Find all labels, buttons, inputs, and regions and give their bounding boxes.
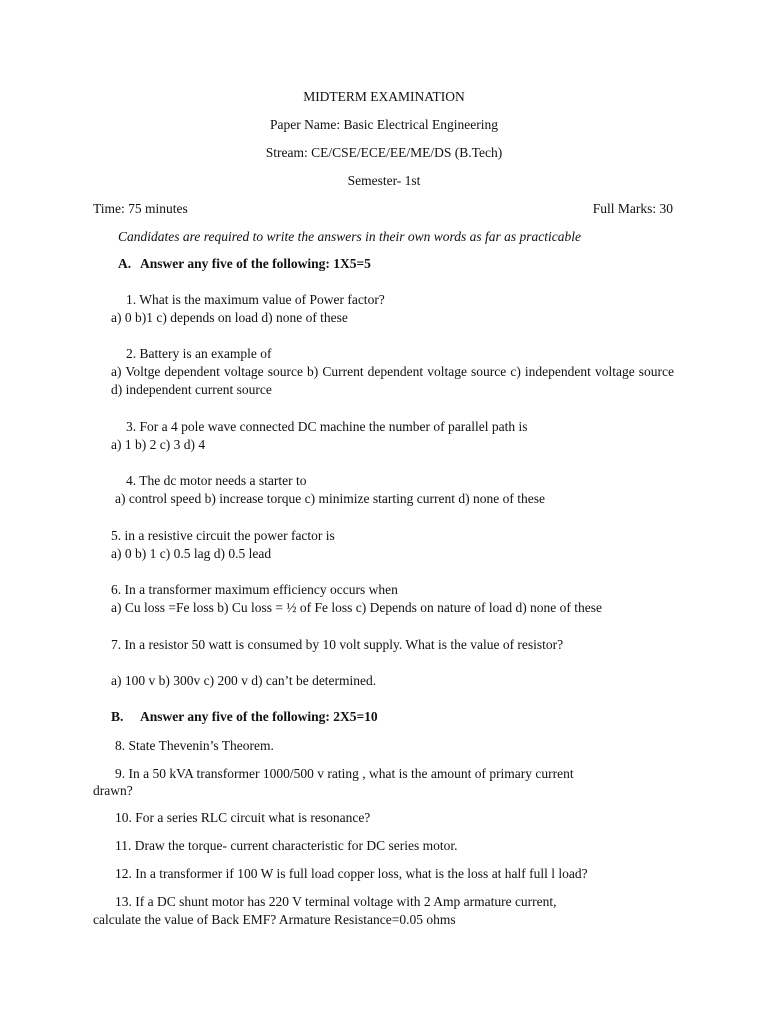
semester: Semester- 1st bbox=[347, 173, 421, 188]
question-3: 3. For a 4 pole wave connected DC machine the number of parallel path is bbox=[126, 419, 528, 434]
time-label: Time: 75 minutes bbox=[93, 201, 188, 216]
question-13: 13. If a DC shunt motor has 220 V terminal voltage with 2 Amp armature current, bbox=[115, 894, 557, 909]
question-1: 1. What is the maximum value of Power factor? bbox=[126, 292, 385, 307]
question-7: 7. In a resistor 50 watt is consumed by 10 volt supply. What is the value of resistor? bbox=[111, 637, 564, 652]
question-12: 12. In a transformer if 100 W is full load copper loss, what is the loss at half full l load? bbox=[115, 866, 588, 881]
stream: Stream: CE/CSE/ECE/EE/ME/DS (B.Tech) bbox=[265, 145, 503, 160]
question-5: 5. in a resistive circuit the power factor is bbox=[111, 528, 335, 543]
exam-title: MIDTERM EXAMINATION bbox=[303, 89, 465, 104]
question-9-cont: drawn? bbox=[93, 783, 133, 798]
options-7: a) 100 v b) 300v c) 200 v d) can’t be determined. bbox=[111, 673, 377, 688]
options-1: a) 0 b)1 c) depends on load d) none of these bbox=[111, 310, 348, 325]
section-b-heading: Answer any five of the following: 2X5=10 bbox=[140, 709, 378, 724]
instruction: Candidates are required to write the answers in their own words as far as practicable bbox=[118, 229, 581, 244]
question-2: 2. Battery is an example of bbox=[126, 346, 272, 361]
question-10: 10. For a series RLC circuit what is resonance? bbox=[115, 810, 371, 825]
section-a-label: A. bbox=[118, 256, 132, 271]
question-6: 6. In a transformer maximum efficiency occurs when bbox=[111, 582, 398, 597]
section-a-heading: Answer any five of the following: 1X5=5 bbox=[140, 256, 371, 271]
question-11: 11. Draw the torque- current characteristic for DC series motor. bbox=[115, 838, 458, 853]
question-4: 4. The dc motor needs a starter to bbox=[126, 473, 307, 488]
options-3: a) 1 b) 2 c) 3 d) 4 bbox=[111, 437, 206, 452]
options-5: a) 0 b) 1 c) 0.5 lag d) 0.5 lead bbox=[111, 546, 272, 561]
question-8: 8. State Thevenin’s Theorem. bbox=[115, 738, 274, 753]
options-2: a) Voltge dependent voltage source b) Current dependent voltage source c) independent voltage source d) independent current source bbox=[111, 364, 674, 397]
full-marks-label: Full Marks: 30 bbox=[592, 201, 673, 216]
question-9: 9. In a 50 kVA transformer 1000/500 v rating , what is the amount of primary current bbox=[115, 766, 574, 781]
question-13-cont: calculate the value of Back EMF? Armature Resistance=0.05 ohms bbox=[93, 912, 456, 927]
paper-name: Paper Name: Basic Electrical Engineering bbox=[270, 117, 498, 132]
options-4: a) control speed b) increase torque c) minimize starting current d) none of these bbox=[115, 491, 545, 506]
options-6: a) Cu loss =Fe loss b) Cu loss = ½ of Fe loss c) Depends on nature of load d) none of these bbox=[111, 600, 603, 615]
section-b-label: B. bbox=[111, 709, 124, 724]
